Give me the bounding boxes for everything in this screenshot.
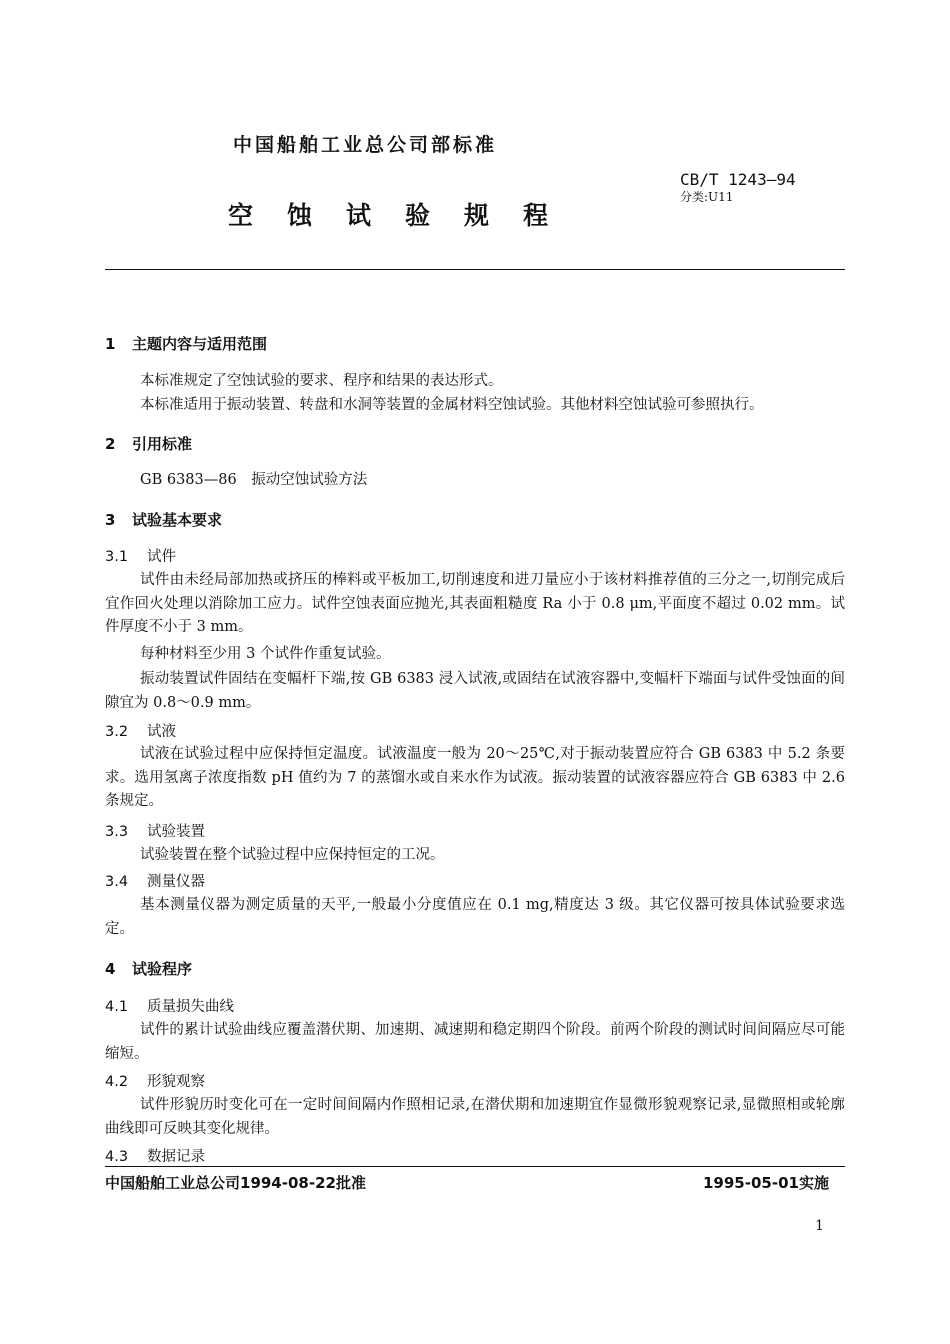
footer-rule [105,1166,845,1167]
subsection-3-2-heading [105,720,176,741]
paragraph: 试件由未经局部加热或挤压的棒料或平板加工,切削速度和进刀量应小于该材料推荐值的三分之一,切削完成后宜作回火处理以消除加工应力。试件空蚀表面应抛光,其表面粗糙度 Ra 小于 0.8 μm,平面度不超过 0.02 mm。试件厚度不小于 3 mm。 [105,572,845,635]
classification-code: 分类:U11 [680,190,734,204]
paragraph: 试验装置在整个试验过程中应保持恒定的工况。 [140,847,445,863]
section-3-heading [105,509,222,530]
section-title: 主题内容与适用范围 [132,335,268,353]
section-title: 引用标准 [132,435,193,453]
subsection-title: 试液 [147,724,176,740]
paragraph: 本标准适用于振动装置、转盘和水洞等装置的金属材料空蚀试验。其他材料空蚀试验可参照执行。 [140,397,764,413]
paragraph: 试件形貌历时变化可在一定时间间隔内作照相记录,在潜伏期和加速期宜作显微形貌观察记录,显微照相或轮廓曲线即可反映其变化规律。 [105,1097,845,1137]
subsection-title: 测量仪器 [147,874,205,890]
section-2-heading [105,433,192,454]
subsection-4-3-heading [105,1145,205,1166]
subsection-3-3-heading [105,820,205,841]
paragraph: 每种材料至少用 3 个试件作重复试验。 [140,646,391,662]
paragraph: 振动装置试件固结在变幅杆下端,按 GB 6383 浸入试液,或固结在试液容器中,变幅杆下端面与试件受蚀面的间隙宜为 0.8～0.9 mm。 [105,671,845,711]
effective-date: 1995-05-01实施 [703,1174,829,1192]
standard-code: CB/T 1243—94 [680,170,796,189]
subsection-number: 4.1 [105,999,129,1015]
subsection-number: 3.2 [105,724,129,740]
section-title: 试验程序 [132,960,193,978]
reference-item: GB 6383—86 振动空蚀试验方法 [140,472,368,488]
subsection-number: 3.1 [105,549,129,565]
subsection-3-4-heading [105,870,205,891]
page-number: 1 [815,1218,824,1234]
subsection-title: 质量损失曲线 [147,999,234,1015]
section-number: 4 [105,960,116,978]
subsection-number: 3.4 [105,874,129,890]
paragraph: 试件的累计试验曲线应覆盖潜伏期、加速期、减速期和稳定期四个阶段。前两个阶段的测试时间间隔应尽可能缩短。 [105,1022,845,1062]
subsection-4-2-heading [105,1070,205,1091]
issuer-title: 中国船舶工业总公司部标准 [233,134,498,156]
subsection-title: 形貌观察 [147,1074,205,1090]
paragraph: 试液在试验过程中应保持恒定温度。试液温度一般为 20～25℃,对于振动装置应符合 GB 6383 中 5.2 条要求。选用氢离子浓度指数 pH 值约为 7 的蒸馏水或自来水作为试液。振动装置的试液容器应符合 GB 6383 中 2.6 条规定。 [105,746,845,809]
subsection-title: 试件 [147,549,176,565]
section-number: 1 [105,335,116,353]
subsection-number: 4.3 [105,1149,129,1165]
subsection-number: 4.2 [105,1074,129,1090]
paragraph: 基本测量仪器为测定质量的天平,一般最小分度值应在 0.1 mg,精度达 3 级。其它仪器可按具体试验要求选定。 [105,897,845,937]
subsection-title: 试验装置 [147,824,205,840]
section-1-heading [105,333,267,354]
section-4-heading [105,958,192,979]
section-title: 试验基本要求 [132,511,223,529]
subsection-number: 3.3 [105,824,129,840]
paragraph: 本标准规定了空蚀试验的要求、程序和结果的表达形式。 [140,373,503,389]
subsection-title: 数据记录 [147,1149,205,1165]
header-rule [105,269,845,270]
approval-line: 中国船舶工业总公司1994-08-22批准 [105,1174,366,1192]
document-title: 空蚀试验规程 [228,201,583,230]
section-number: 3 [105,511,116,529]
subsection-4-1-heading [105,995,234,1016]
section-number: 2 [105,435,116,453]
subsection-3-1-heading [105,545,176,566]
